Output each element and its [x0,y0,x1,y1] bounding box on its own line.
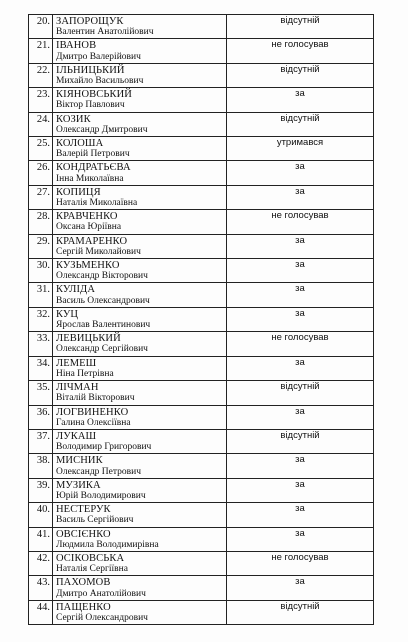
deputy-name-cell [53,527,227,551]
row-number: 26. [29,161,53,185]
table-row [29,283,374,307]
row-number: 31. [29,283,53,307]
vote-result-cell [227,161,374,185]
table-row [29,551,374,575]
row-number: 22. [29,63,53,87]
table-row [29,405,374,429]
table-row [29,381,374,405]
vote-result: за [295,161,305,173]
row-number: 37. [29,429,53,453]
vote-result-cell [227,63,374,87]
vote-result: утримався [276,137,324,149]
deputy-given-names: Василь Олександрович [56,295,150,306]
deputy-given-names: Ніна Петрівна [56,368,114,379]
table-row [29,527,374,551]
table-row [29,307,374,331]
row-number: 43. [29,576,53,600]
vote-result-cell [227,332,374,356]
deputy-name-cell [53,381,227,405]
deputy-given-names: Сергій Олександрович [56,612,148,623]
deputy-given-names: Оксана Юріївна [56,222,122,233]
table-row [29,15,374,39]
vote-result-cell [227,88,374,112]
row-number: 21. [29,39,53,63]
vote-result: відсутній [280,63,320,75]
deputy-surname: КРАВЧЕНКО [56,211,118,223]
vote-result-cell [227,307,374,331]
deputy-surname: КОЛОША [56,138,104,150]
vote-result: за [295,527,305,539]
deputy-name-cell [53,405,227,429]
deputy-surname: КІЯНОВСЬКИЙ [56,89,132,101]
vote-result: за [295,259,305,271]
table-row [29,454,374,478]
deputy-name-cell [53,39,227,63]
vote-result-cell [227,356,374,380]
deputy-given-names: Юрій Володимирович [56,490,146,501]
table-row [29,161,374,185]
vote-result-cell [227,210,374,234]
table-row [29,576,374,600]
vote-result-cell [227,429,374,453]
deputy-name-cell [53,234,227,258]
table-row [29,112,374,136]
deputy-name-cell [53,112,227,136]
deputy-name-cell [53,307,227,331]
deputy-surname: ЛОГВИНЕНКО [56,406,129,418]
row-number: 42. [29,551,53,575]
vote-result-cell [227,600,374,624]
vote-result-cell [227,283,374,307]
deputy-name-cell [53,551,227,575]
row-number: 33. [29,332,53,356]
vote-result-cell [227,259,374,283]
table-row [29,600,374,624]
vote-result-cell [227,454,374,478]
vote-result: за [295,88,305,100]
vote-result-cell [227,234,374,258]
deputy-name-cell [53,503,227,527]
table-row [29,63,374,87]
deputy-surname: КУЗЬМЕНКО [56,260,120,272]
deputy-surname: ЗАПОРОЩУК [56,16,124,27]
deputy-given-names: Віталій Вікторович [56,393,135,404]
vote-result-cell [227,137,374,161]
vote-result: за [295,356,305,368]
row-number: 40. [29,503,53,527]
vote-result-cell [227,112,374,136]
vote-result-cell [227,185,374,209]
deputy-surname: ЛІЧМАН [56,382,99,394]
deputy-name-cell [53,185,227,209]
row-number: 35. [29,381,53,405]
deputy-surname: КРАМАРЕНКО [56,235,128,247]
vote-result: не голосував [271,332,329,344]
deputy-given-names: Ярослав Валентинович [56,320,151,331]
vote-result: відсутній [280,381,320,393]
deputy-surname: ПАХОМОВ [56,577,111,589]
vote-result: за [295,307,305,319]
deputy-surname: НЕСТЕРУК [56,504,111,516]
table-row [29,137,374,161]
vote-result-cell [227,15,374,39]
row-number: 38. [29,454,53,478]
deputy-name-cell [53,210,227,234]
deputy-given-names: Наталія Сергіївна [56,564,128,575]
deputy-surname: ПАЩЕНКО [56,601,111,613]
table-row [29,356,374,380]
table-row [29,332,374,356]
deputy-given-names: Дмитро Анатолійович [56,588,146,599]
table-row [29,234,374,258]
vote-result: за [295,283,305,295]
deputy-given-names: Олександр Вікторович [56,271,148,282]
deputy-given-names: Галина Олексіївна [56,417,131,428]
deputy-surname: ІЛЬНИЦЬКИЙ [56,64,125,76]
row-number: 27. [29,185,53,209]
vote-result: за [295,454,305,466]
vote-result: відсутній [280,112,320,124]
row-number: 20. [29,15,53,39]
deputy-name-cell [53,283,227,307]
vote-result: відсутній [280,15,320,26]
deputy-given-names: Людмила Володимирівна [56,539,159,550]
deputy-surname: ЛЕМЕШ [56,357,97,369]
vote-result: за [295,185,305,197]
vote-result: не голосував [271,210,329,222]
deputy-name-cell [53,600,227,624]
row-number: 32. [29,307,53,331]
deputy-given-names: Віктор Павлович [56,100,125,111]
row-number: 25. [29,137,53,161]
vote-result: за [295,576,305,588]
voting-results-body [29,15,374,625]
vote-result-cell [227,527,374,551]
vote-result-cell [227,39,374,63]
voting-results-table [28,14,374,625]
deputy-given-names: Володимир Григорович [56,442,152,453]
deputy-name-cell [53,161,227,185]
deputy-given-names: Михайло Васильович [56,76,144,87]
deputy-surname: ОСІКОВСЬКА [56,552,125,564]
row-number: 41. [29,527,53,551]
vote-result-cell [227,478,374,502]
vote-result: відсутній [280,429,320,441]
deputy-name-cell [53,454,227,478]
deputy-name-cell [53,356,227,380]
vote-result: за [295,503,305,515]
table-row [29,39,374,63]
deputy-surname: КОЗИК [56,113,91,125]
table-row [29,259,374,283]
vote-result-cell [227,405,374,429]
deputy-name-cell [53,576,227,600]
deputy-surname: КОПИЦЯ [56,186,101,198]
deputy-name-cell [53,332,227,356]
row-number: 36. [29,405,53,429]
vote-result: за [295,478,305,490]
deputy-given-names: Дмитро Валерійович [56,51,141,62]
deputy-surname: МУЗИКА [56,479,101,491]
deputy-name-cell [53,137,227,161]
row-number: 23. [29,88,53,112]
deputy-given-names: Сергій Миколайович [56,246,141,257]
deputy-surname: ОВСІЄНКО [56,528,111,540]
table-row [29,210,374,234]
deputy-given-names: Олександр Сергійович [56,344,148,355]
deputy-name-cell [53,429,227,453]
row-number: 24. [29,112,53,136]
row-number: 44. [29,600,53,624]
vote-result: за [295,234,305,246]
deputy-name-cell [53,478,227,502]
table-row [29,478,374,502]
deputy-name-cell [53,15,227,39]
vote-result-cell [227,551,374,575]
table-row [29,503,374,527]
vote-result: не голосував [271,551,329,563]
deputy-given-names: Валерій Петрович [56,149,130,160]
deputy-name-cell [53,88,227,112]
row-number: 39. [29,478,53,502]
vote-result-cell [227,503,374,527]
deputy-given-names: Валентин Анатолійович [56,27,154,38]
vote-result: за [295,405,305,417]
row-number: 30. [29,259,53,283]
vote-result-cell [227,381,374,405]
deputy-surname: КУЦ [56,308,79,320]
deputy-name-cell [53,63,227,87]
row-number: 29. [29,234,53,258]
table-row [29,88,374,112]
deputy-given-names: Василь Сергійович [56,515,134,526]
deputy-surname: ЛУКАШ [56,430,97,442]
deputy-surname: ЛЕВИЦЬКИЙ [56,333,121,345]
vote-result-cell [227,576,374,600]
deputy-given-names: Інна Миколаївна [56,173,124,184]
row-number: 28. [29,210,53,234]
deputy-surname: МИСНИК [56,455,103,467]
table-row [29,185,374,209]
vote-result: відсутній [280,600,320,612]
deputy-surname: КОНДРАТЬЄВА [56,162,131,174]
deputy-surname: ІВАНОВ [56,40,97,52]
row-number: 34. [29,356,53,380]
deputy-given-names: Олександр Петрович [56,466,141,477]
deputy-name-cell [53,259,227,283]
deputy-given-names: Олександр Дмитрович [56,124,148,135]
vote-result: не голосував [271,39,329,51]
deputy-given-names: Наталія Миколаївна [56,198,138,209]
table-row [29,429,374,453]
deputy-surname: КУЛІДА [56,284,96,296]
